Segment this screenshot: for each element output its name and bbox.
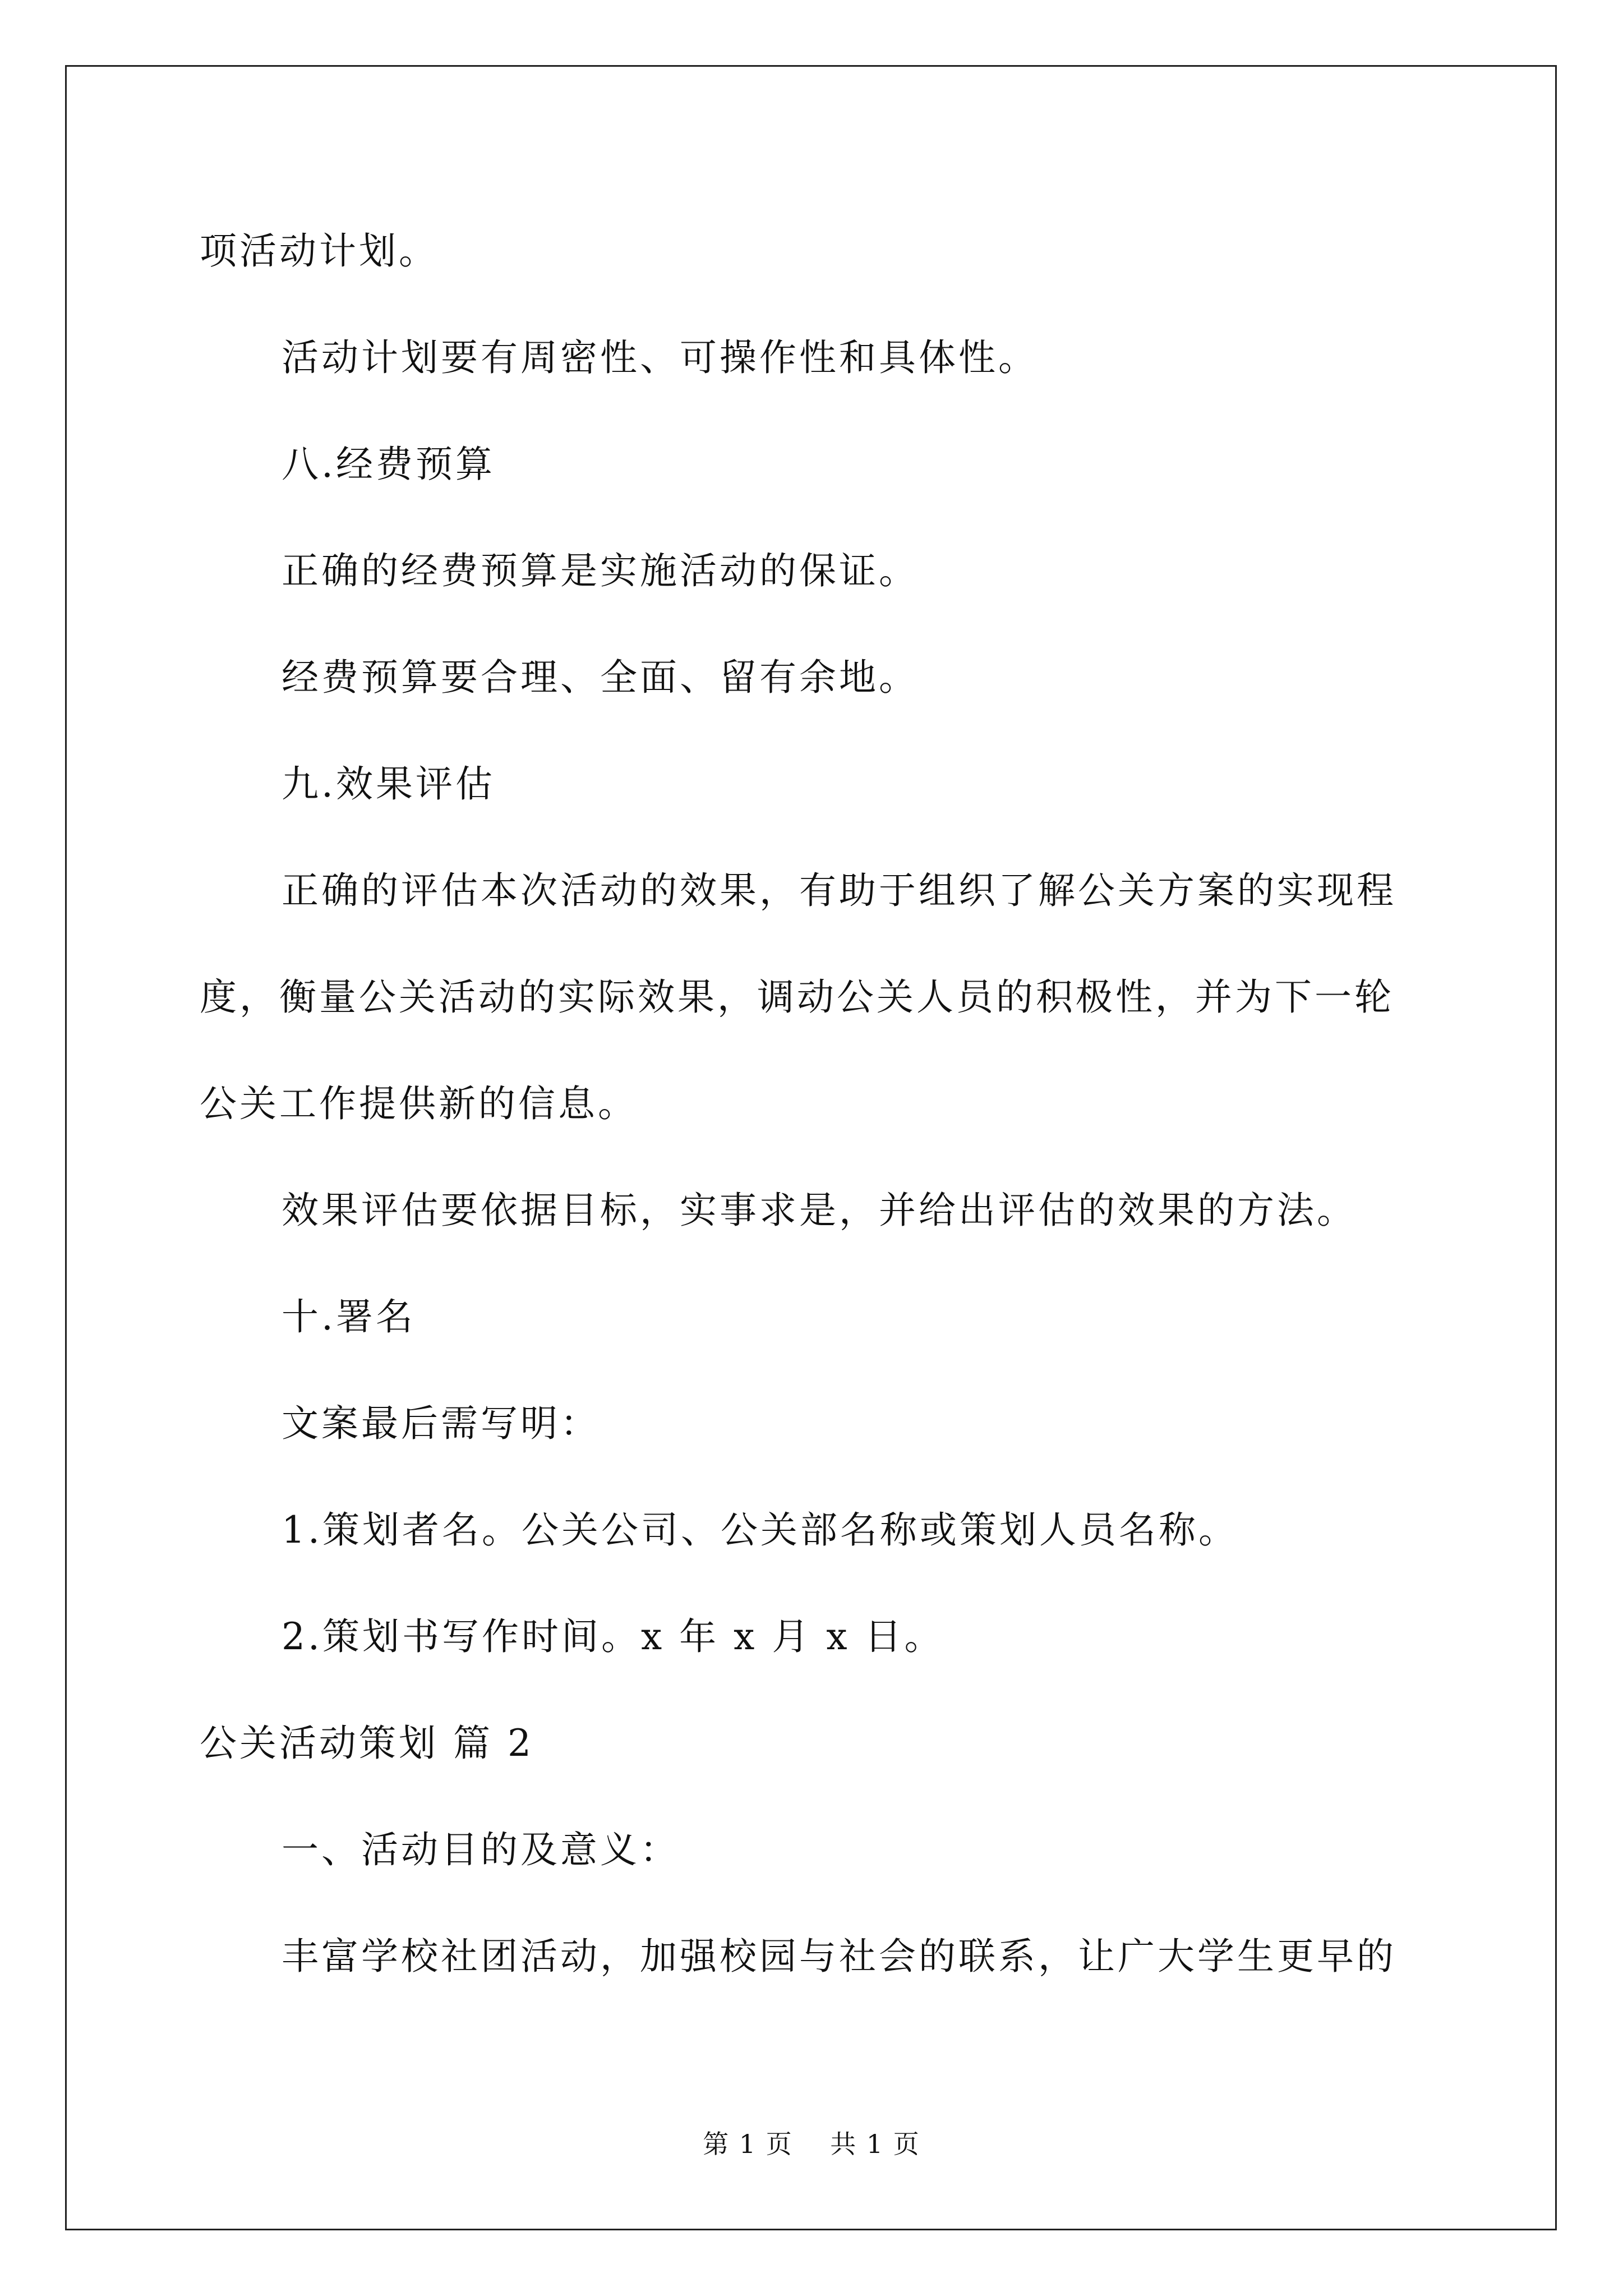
text-line: 2.策划书写作时间。x 年 x 月 x 日。: [282, 1615, 944, 1658]
text-line: 正确的评估本次活动的效果，有助于组织了解公关方案的实现程: [282, 869, 1396, 912]
text-line: 文案最后需写明：: [282, 1402, 600, 1445]
article-title: 公关活动策划 篇 2: [200, 1722, 534, 1765]
text-line: 活动计划要有周密性、可操作性和具体性。: [282, 336, 1038, 379]
text-line: 公关工作提供新的信息。: [200, 1082, 638, 1125]
section-heading-signature: 十.署名: [282, 1295, 416, 1338]
section-heading-budget: 八.经费预算: [282, 443, 495, 486]
text-line: 正确的经费预算是实施活动的保证。: [282, 549, 919, 592]
text-line: 度，衡量公关活动的实际效果，调动公关人员的积极性，并为下一轮: [200, 976, 1394, 1019]
page-border: [65, 65, 1557, 2230]
text-line: 1.策划者名。公关公司、公关部名称或策划人员名称。: [282, 1508, 1238, 1552]
page-footer: 第 1 页 共 1 页: [703, 2129, 920, 2159]
text-line: 丰富学校社团活动，加强校园与社会的联系，让广大学生更早的: [282, 1935, 1396, 1978]
section-heading-purpose: 一、活动目的及意义：: [282, 1828, 680, 1871]
text-line: 经费预算要合理、全面、留有余地。: [282, 656, 919, 699]
section-heading-evaluation: 九.效果评估: [282, 762, 495, 806]
text-line: 项活动计划。: [200, 229, 439, 273]
text-line: 效果评估要依据目标，实事求是，并给出评估的效果的方法。: [282, 1189, 1357, 1232]
